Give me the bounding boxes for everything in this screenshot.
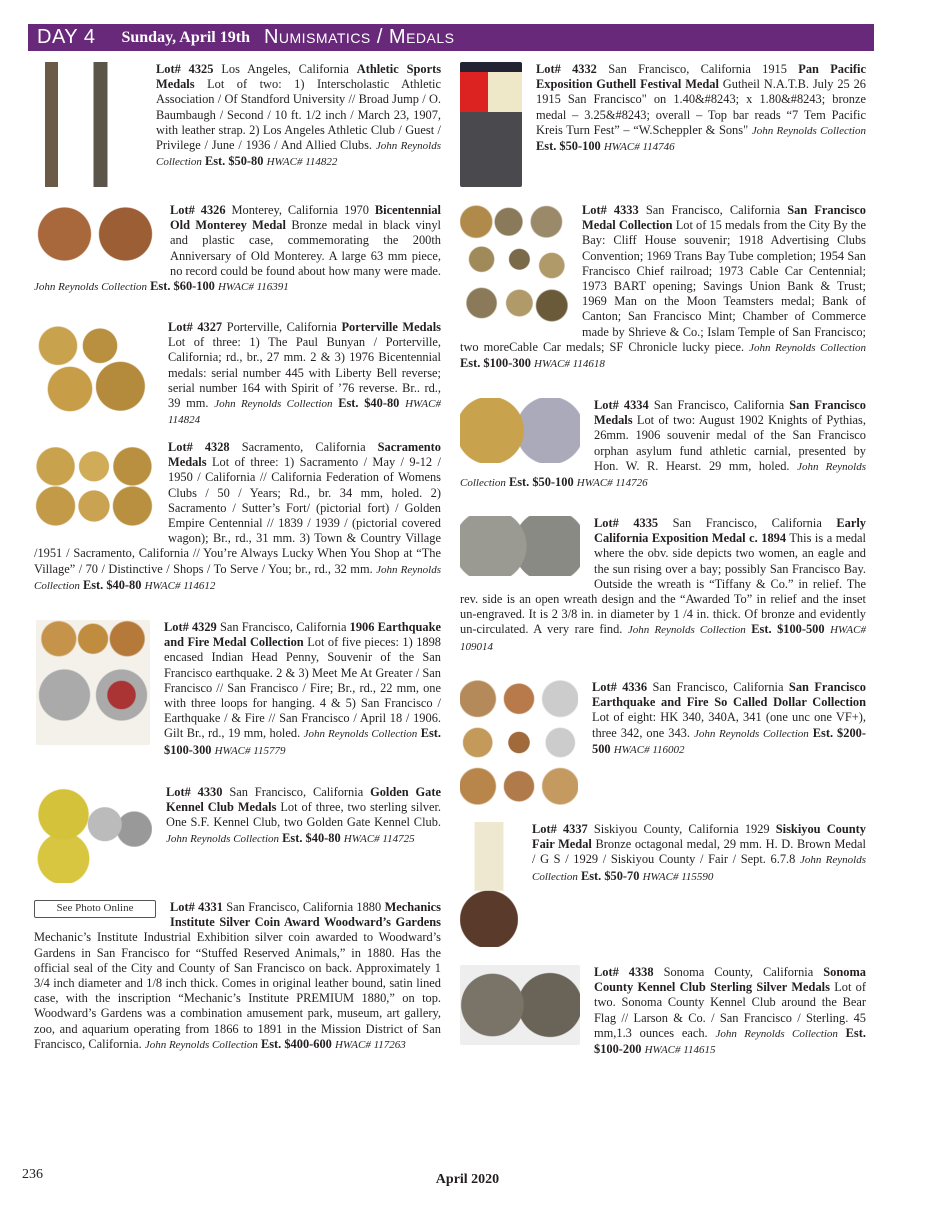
lot-estimate: Est. $40-80 xyxy=(82,577,142,592)
lot-location: San Francisco, California 1880 xyxy=(226,900,382,914)
lot-title: Athletic Sports Medals xyxy=(156,62,442,92)
lot-number: Lot# 4338 xyxy=(594,965,654,979)
lot-collection: John Reynolds Collection xyxy=(166,832,280,845)
lot-estimate: Est. $50-100 xyxy=(508,475,574,490)
lot-title: Early California Exposition Medal c. 1894 xyxy=(594,516,866,546)
lot-entry xyxy=(34,62,441,191)
lot-title: Bicentennial Old Monterey Medal xyxy=(170,203,441,233)
lot-number: Lot# 4331 xyxy=(170,900,223,914)
lot-description: Lot of three, two sterling silver. One S.F. Kennel Club, two Golden Gate Kennel Club. xyxy=(166,800,441,830)
lot-description: Mechanic’s Institute Industrial Exhibition silver coin awarded to Woodward’s Gardens in San Francisco for “Stuffed Reserved Animals,” in 1880. Has the official seal of the City and County of San Francisco on back. Approximately 1 3/4 inch diameter and 1/8 inch thick. Comes in original leather bound, satin lined case, with the inscription “Mechanic’s Institute PREMIUM 1880,” on top. Woodward’s Gardens was a combination amusement park, museum, art gallery, zoo, and aquarium operating from 1866 to 1891 in the Mission District of San Francisco, California. xyxy=(34,930,441,1051)
lot-description: Lot of eight: HK 340, 340A, 341 (one unc one VF+), three 342, one 343. xyxy=(592,710,866,740)
lot-location: San Francisco, California 1915 xyxy=(608,62,787,76)
lot-estimate: Est. $100-500 xyxy=(751,622,825,637)
lot-location: San Francisco, California xyxy=(652,680,784,694)
lot-photo xyxy=(34,785,152,883)
lot-entry xyxy=(460,516,866,655)
footer-date: April 2020 xyxy=(435,1172,500,1187)
lot-entry xyxy=(34,203,441,295)
lot-hwac-number: HWAC# 116391 xyxy=(217,281,289,294)
lot-location: San Francisco, California xyxy=(653,398,785,412)
lot-hwac-number: HWAC# 114615 xyxy=(644,1044,716,1057)
lot-location: San Francisco, California xyxy=(219,620,347,634)
lot-photo xyxy=(460,398,580,463)
lot-description: Lot of three: 1) The Paul Bunyan / Porterville, California; rd., br., 27 mm. 2 & 3) 1976 Bicentennial medals: serial number 445 with Liberty Bell reverse; serial number 164 with Spirit of ’76 reverse. Br.. rd., 39 mm. xyxy=(168,335,441,411)
lot-entry xyxy=(460,203,866,372)
lot-number: Lot# 4328 xyxy=(168,440,230,454)
lot-title: 1906 Earthquake and Fire Medal Collection xyxy=(164,620,441,650)
lot-location: San Francisco, California xyxy=(645,203,781,217)
lot-estimate: Est. $200-500 xyxy=(592,725,866,756)
lot-hwac-number: HWAC# 114746 xyxy=(603,141,675,154)
lot-description: Lot of two: 1) Interscholastic Athletic Association / Of Standford University // Broad Jump / O. Baumbaugh / Second / 10 ft. 1/2 inch / March 23, 1907, with leather strap. 2) Los Angeles Athletic Club / Guest / Privilege / June / 1936 / And Allied Clubs. xyxy=(156,77,441,153)
lot-estimate: Est. $100-300 xyxy=(164,726,441,757)
lot-entry xyxy=(34,785,441,887)
lot-number: Lot# 4327 xyxy=(168,320,223,334)
lot-hwac-number: HWAC# 114726 xyxy=(576,477,648,490)
lot-location: Monterey, California 1970 xyxy=(231,203,369,217)
lot-number: Lot# 4329 xyxy=(164,620,217,634)
lot-estimate: Est. $100-200 xyxy=(594,1025,866,1057)
lot-hwac-number: HWAC# 115590 xyxy=(642,870,714,883)
day-label: DAY 4 xyxy=(37,26,96,48)
lot-description: Bronze medal in black vinyl and plastic case, commemorating the 200th Anniversary of Old Monterey. A large 63 mm piece, no record could be found about how many were made. xyxy=(170,218,441,278)
lot-collection: John Reynolds Collection xyxy=(532,854,867,883)
lot-collection: John Reynolds Collection xyxy=(144,1038,258,1051)
lot-location: San Francisco, California xyxy=(672,516,822,530)
lot-title: Pan Pacific Exposition Guthell Festival Medal xyxy=(536,62,866,92)
lot-title: San Francisco Medal Collection xyxy=(582,203,866,233)
lot-hwac-number: HWAC# 115779 xyxy=(214,744,286,757)
lot-description: Lot of two: August 1902 Knights of Pythias, 26mm. 1906 souvenir medal of the San Francisco orphan asylum fund athletic carnial, presented by Hon. W. R. Hearst. 29 mm, holed. xyxy=(594,413,866,473)
lot-hwac-number: HWAC# 117263 xyxy=(334,1038,406,1051)
lot-title: Sacramento Medals xyxy=(168,440,441,470)
lot-photo xyxy=(34,320,154,412)
lot-hwac-number: HWAC# 114725 xyxy=(343,832,415,845)
lot-collection: John Reynolds Collection xyxy=(715,1027,838,1040)
lot-number: Lot# 4336 xyxy=(592,680,648,694)
lot-entry xyxy=(460,398,866,491)
lot-title: Sonoma County Kennel Club Sterling Silver Medals xyxy=(594,965,866,995)
lot-number: Lot# 4326 xyxy=(170,203,226,217)
lot-location: Los Angeles, California xyxy=(221,62,349,76)
lot-title: Golden Gate Kennel Club Medals xyxy=(166,785,441,815)
lot-estimate: Est. $50-80 xyxy=(204,154,264,169)
lot-location: Siskiyou County, California 1929 xyxy=(593,822,770,836)
lot-number: Lot# 4335 xyxy=(594,516,659,530)
see-photo-online-link[interactable]: See Photo Online xyxy=(34,900,156,918)
lot-collection: John Reynolds Collection xyxy=(749,341,867,354)
section-banner xyxy=(28,24,874,51)
lot-photo xyxy=(34,62,142,187)
lot-number: Lot# 4334 xyxy=(594,398,649,412)
lot-collection: John Reynolds Collection xyxy=(303,728,418,741)
lot-description: Gutheil N.A.T.B. July 25 26 1915 San Francisco" on 1.40&#8243; x 1.80&#8243; bronze medal – 3.25&#8243; overall – Top bar reads “7 Tem Pacific Kreis Turn Fest” – “W.Scheppler & Sons" xyxy=(536,77,866,137)
lot-collection: John Reynolds Collection xyxy=(751,124,866,137)
lot-collection: John Reynolds Collection xyxy=(156,140,441,169)
date-label: Sunday, April 19th xyxy=(121,28,250,46)
lot-estimate: Est. $50-100 xyxy=(536,139,601,154)
lot-location: Sonoma County, California xyxy=(663,965,814,979)
lot-title: Siskiyou County Fair Medal xyxy=(532,822,866,852)
lot-entry xyxy=(34,900,441,1053)
lot-collection: John Reynolds Collection xyxy=(460,460,867,490)
lot-description: Lot of 15 medals from the City By the Bay: Cliff House souvenir; 1918 Advertising Clubs Convention; 1969 Trans Bay Tube completion; 1954 San Francisco Chief railroad; 1973 Cable Car Centennial; 1973 BART opening; Savings Union Bank & Trust; 1969 Man on the Moon Teamsters medal; Bank of Canton; San Francisco Mint; Chamber of Commerce made by Shrieve & Co.; Islam Temple of San Francisco; two moreCable Car medals; SF Chronicle lucky piece. xyxy=(460,218,866,354)
lot-estimate: Est. $60-100 xyxy=(150,279,215,294)
lot-photo xyxy=(460,203,568,328)
lot-title: Mechanics Institute Silver Coin Award Woodward’s Gardens xyxy=(170,900,441,930)
lot-entry xyxy=(460,680,866,809)
lot-entry xyxy=(34,440,441,594)
lot-entry xyxy=(34,320,441,428)
lot-photo xyxy=(34,203,156,265)
lot-number: Lot# 4337 xyxy=(532,822,588,836)
lot-number: Lot# 4325 xyxy=(156,62,214,76)
lot-hwac-number: HWAC# 114612 xyxy=(144,579,216,592)
lot-entry xyxy=(460,965,866,1058)
lot-collection: John Reynolds Collection xyxy=(627,624,746,637)
lot-description: This is a medal where the obv. side depicts two women, an eagle and the sun rising over a bay; possibly San Francisco Bay. Outside the wreath is “Tiffany & Co.” in relief. The rev. side is an open wreath design and the “Awarded To” in relief and the inset un-engraved. It is 2 3/8 in. in diameter by 1 /4 in. thick. Of bronze and evidently un-circulated. A very rare find. xyxy=(460,531,866,637)
lot-estimate: Est. $400-600 xyxy=(260,1036,332,1051)
lot-photo xyxy=(36,620,150,745)
lot-estimate: Est. $40-80 xyxy=(282,830,341,845)
lot-photo xyxy=(460,965,580,1045)
lot-photo xyxy=(460,680,578,805)
lot-description: Bronze octagonal medal, 29 mm. H. D. Brown Medal / G S / 1929 / Siskiyou County / Fair / Sept. 6.7.8 xyxy=(532,837,866,867)
lot-title: San Francisco Medals xyxy=(594,398,866,428)
lot-hwac-number: HWAC# 114824 xyxy=(168,398,441,427)
lot-photo xyxy=(460,822,518,947)
lot-description: Lot of five pieces: 1) 1898 encased Indian Head Penny, Souvenir of the San Francisco earthquake. 2 & 3) Meet Me At Greater / San Francisco // San Francisco / Fire; Br., rd., 22 mm, one with three loops for hanging. 4 & 5) San Francisco / Earthquake / & Fire // San Francisco / April 18 / 1906. Gilt Br., rd., 19 mm, holed. xyxy=(164,635,441,741)
lot-description: Lot of three: 1) Sacramento / May / 9-12 / 1950 / California // California Federation of Womens Clubs / 50 / Years; Rd., br. 34 mm, holed. 2) Sacramento / Sutter’s Fort/ (pictorial fort) / Golden Empire Centennial // 1839 / 1939 / (pictorial covered wagon); Br., rd., 31 mm. 3) Town & Country Village /1951 / Sacramento, California // You’re Always Lucky When You Shop at “The Village” / 70 / Distinctive / Shops / To Serve / You; br., rd., 32 mm. xyxy=(34,455,441,576)
lot-collection: John Reynolds Collection xyxy=(214,398,333,411)
lot-hwac-number: HWAC# 116002 xyxy=(613,743,685,756)
lot-title: Porterville Medals xyxy=(341,320,441,334)
section-title: Numismatics / Medals xyxy=(263,26,455,48)
lot-hwac-number: HWAC# 114822 xyxy=(266,156,338,169)
lot-entry xyxy=(460,822,866,951)
lot-estimate: Est. $100-300 xyxy=(460,356,531,371)
page-number: 236 xyxy=(22,1167,43,1182)
lot-description: Lot of two. Sonoma County Kennel Club around the Bear Flag // Larson & Co. / San Francisco / Sterling. 45 mm,1.3 ounces each. xyxy=(594,980,866,1040)
lot-number: Lot# 4333 xyxy=(582,203,639,217)
lot-estimate: Est. $40-80 xyxy=(338,396,400,411)
lot-location: Porterville, California xyxy=(226,320,337,334)
lot-location: San Francisco, California xyxy=(229,785,364,799)
lot-photo xyxy=(34,440,154,528)
lot-hwac-number: HWAC# 114618 xyxy=(534,358,605,371)
lot-number: Lot# 4330 xyxy=(166,785,223,799)
lot-photo xyxy=(460,516,580,576)
lot-collection: John Reynolds Collection xyxy=(34,281,148,294)
lot-entry xyxy=(460,62,866,191)
lot-hwac-number: HWAC# 109014 xyxy=(460,624,866,653)
lot-estimate: Est. $50-70 xyxy=(580,868,640,883)
lot-photo xyxy=(460,62,522,187)
lot-collection: John Reynolds Collection xyxy=(693,727,809,740)
lot-location: Sacramento, California xyxy=(241,440,366,454)
lot-title: San Francisco Earthquake and Fire So Called Dollar Collection xyxy=(592,680,866,710)
lot-entry xyxy=(36,620,441,759)
lot-collection: John Reynolds Collection xyxy=(34,563,442,592)
lot-number: Lot# 4332 xyxy=(536,62,597,76)
